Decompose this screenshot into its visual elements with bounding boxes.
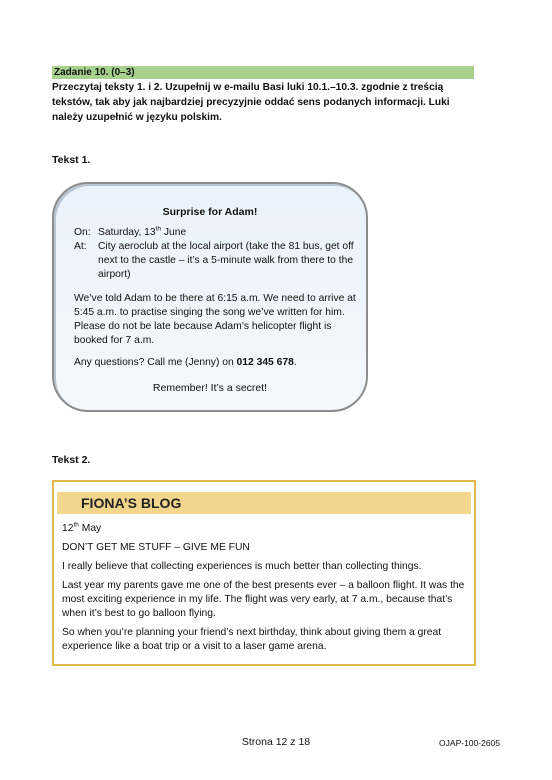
note-at-row [74, 240, 366, 282]
task-header: Zadanie 10. (0–3) [52, 66, 474, 79]
note-card [52, 182, 368, 412]
note-date-sup: th [155, 225, 162, 233]
note-title: Surprise for Adam! [162, 206, 258, 218]
note-paragraph: We’ve told Adam to be there at 6:15 a.m. We need to arrive at 5:45 a.m. to practise singing the song we’ve written for him. Please do not be late because Adam’s helicopter flight is booked for 7 a.m. [74, 293, 356, 346]
page-number: Strona 12 z 18 [241, 736, 311, 748]
blog-date-sup: th [73, 521, 79, 529]
text1-label: Tekst 1. [52, 154, 91, 166]
note-questions [74, 356, 358, 370]
note-closing: Remember! It’s a secret! [152, 382, 268, 394]
exam-code: OJAP-100-2605 [439, 738, 500, 748]
note-phone: 012 345 678 [236, 357, 294, 368]
note-at-key: At: [74, 241, 87, 252]
note-at-value: City aeroclub at the local airport (take the 81 bus, get off next to the castle – it’s a 5-minute walk from there to the airport) [98, 241, 354, 280]
note-on-row [74, 226, 366, 240]
blog-title: FIONA’S BLOG [57, 492, 471, 514]
blog-box [52, 480, 476, 666]
note-date-day: Saturday, 13 [98, 227, 156, 238]
text2-label: Tekst 2. [52, 454, 91, 466]
note-date-month: June [161, 227, 187, 238]
blog-heading: DON’T GET ME STUFF – GIVE ME FUN [62, 542, 250, 553]
blog-date-day: 12 [62, 523, 74, 534]
blog-paragraph-1: I really believe that collecting experiences is much better than collecting things. [62, 561, 422, 572]
note-on-value [98, 226, 366, 240]
blog-paragraph-2: Last year my parents gave me one of the best presents ever – a balloon flight. It was the most exciting experience in my life. The flight was very early, at 7 a.m., because that’s when it’s best to go balloon flying. [62, 580, 465, 619]
note-questions-text: Any questions? Call me (Jenny) on [74, 357, 237, 368]
note-questions-end: . [293, 357, 297, 368]
note-on-key: On: [74, 227, 91, 238]
blog-date-month: May [78, 523, 102, 534]
blog-paragraph-3: So when you’re planning your friend’s next birthday, think about giving them a great experience like a boat trip or a visit to a laser game arena. [62, 627, 442, 652]
blog-date [62, 522, 466, 536]
task-instructions: Przeczytaj teksty 1. i 2. Uzupełnij w e-mailu Basi luki 10.1.–10.3. zgodnie z treścią tekstów, tak aby jak najbardziej precyzyjnie oddać sens podanych informacji. Luki należy uzupełnić w języku polskim. [52, 82, 450, 123]
